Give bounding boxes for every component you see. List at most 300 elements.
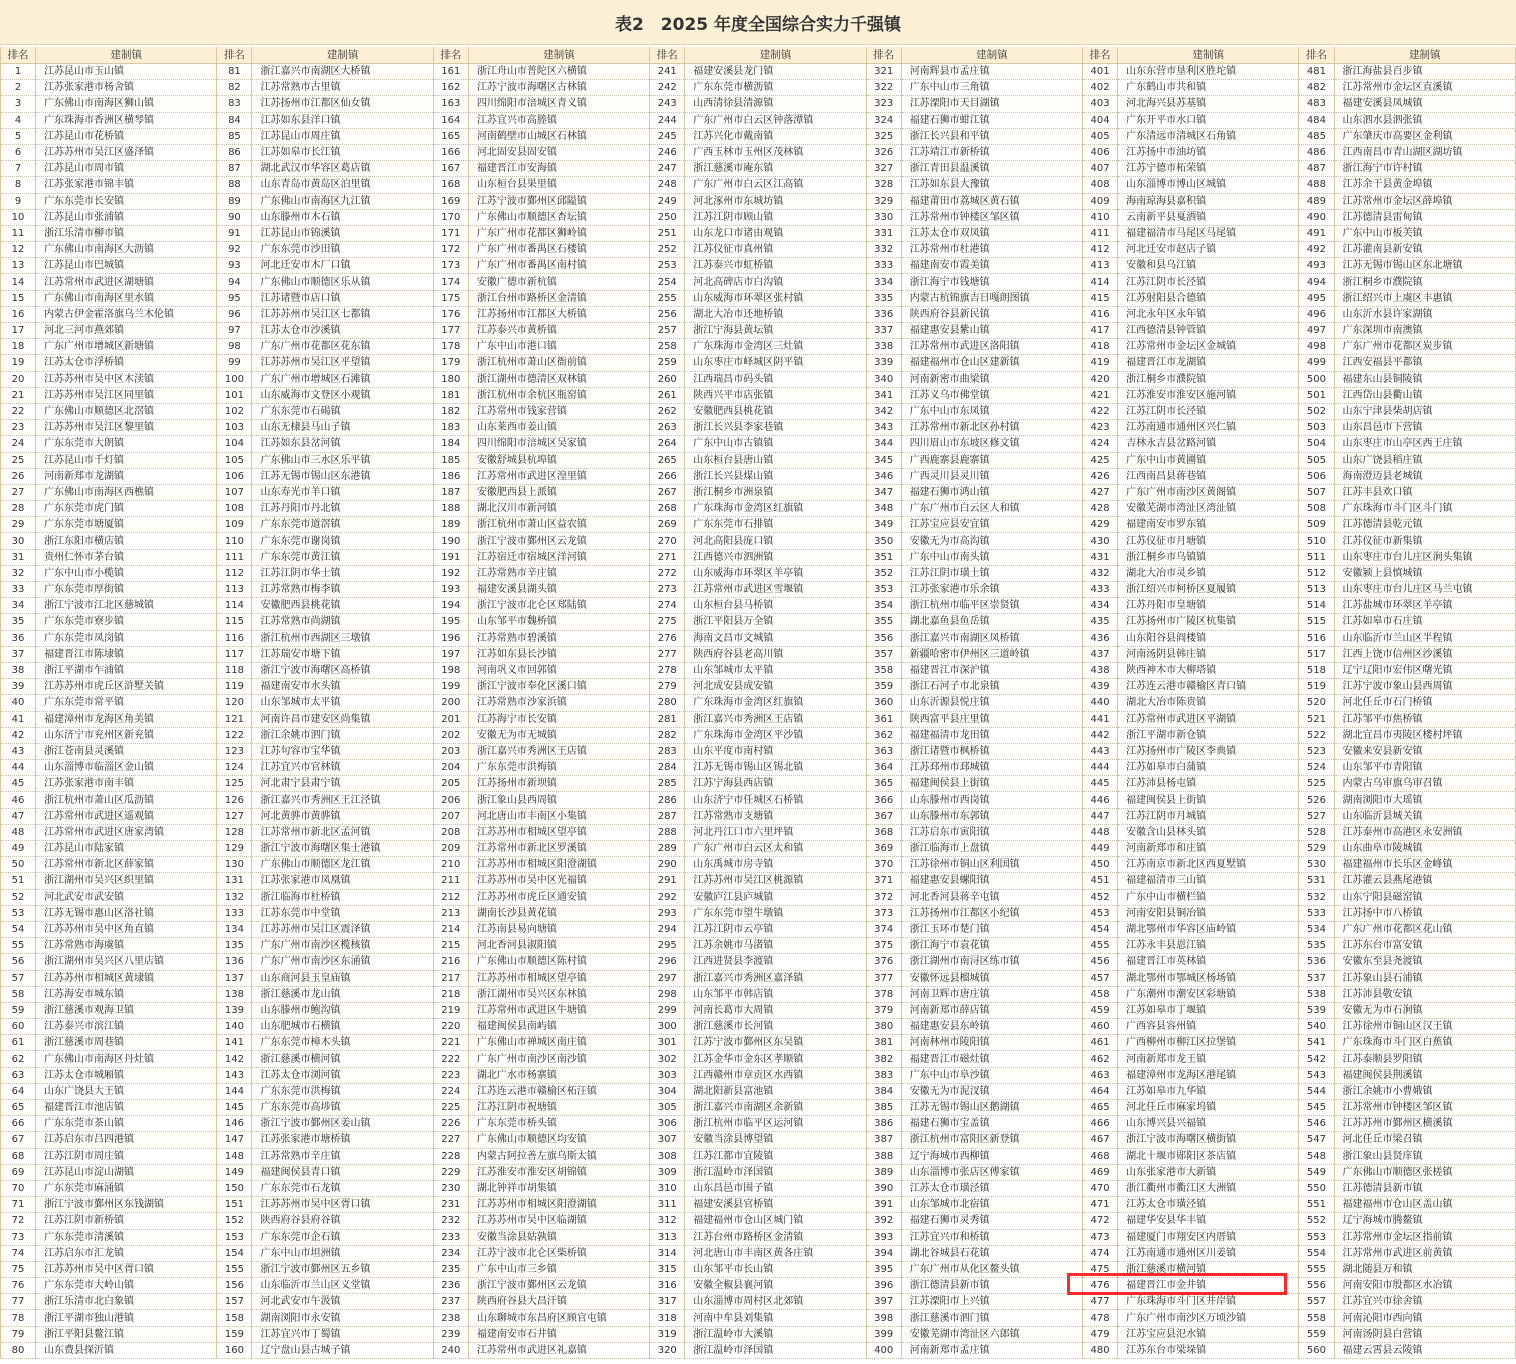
rank-cell: 228 [433, 1148, 468, 1164]
rank-cell: 265 [650, 452, 685, 468]
town-cell: 陕西府谷县新民镇 [901, 306, 1082, 322]
town-cell: 江苏灌云县燕尾港镇 [1334, 873, 1516, 889]
town-cell: 福建东山县铜陵镇 [1334, 371, 1516, 387]
town-cell: 江苏无锡市锡山区东港镇 [252, 468, 433, 484]
town-cell: 广东佛山市顺德区均安镇 [468, 1132, 649, 1148]
town-cell: 广西容县容州镇 [1118, 1019, 1299, 1035]
rank-cell: 131 [217, 873, 252, 889]
town-cell: 辽宁辽阳市宏伟区曙光镇 [1334, 662, 1516, 678]
town-cell: 浙江宁波市鄞州区姜山镇 [252, 1116, 433, 1132]
rank-cell: 178 [433, 339, 468, 355]
rank-cell: 383 [866, 1067, 901, 1083]
table-row [1, 452, 1516, 468]
town-cell: 江苏昆山市周庄镇 [252, 128, 433, 144]
town-cell: 浙江温岭市泽国镇 [685, 1342, 866, 1358]
rank-cell: 398 [866, 1310, 901, 1326]
town-cell: 福建福州市仓山区建新镇 [901, 355, 1082, 371]
town-cell: 广东广州市花都区花山镇 [1334, 921, 1516, 937]
town-cell: 山东邹平市长山镇 [685, 1261, 866, 1277]
rank-cell: 537 [1299, 970, 1334, 986]
rank-cell: 436 [1083, 630, 1118, 646]
town-cell: 江苏如皋市九华镇 [1118, 1083, 1299, 1099]
town-cell: 山东淄博市张店区傅家镇 [901, 1164, 1082, 1180]
rank-cell: 409 [1083, 193, 1118, 209]
town-cell: 浙江慈溪市周巷镇 [36, 1035, 217, 1051]
table-row [1, 355, 1516, 371]
town-cell: 山东东营市垦利区胜坨镇 [1118, 64, 1299, 80]
town-cell: 河南安阳市殷都区水冶镇 [1334, 1278, 1516, 1294]
table-row [1, 1197, 1516, 1213]
rank-cell: 153 [217, 1229, 252, 1245]
town-cell: 山东滕州市木石镇 [252, 209, 433, 225]
rank-cell: 411 [1083, 225, 1118, 241]
rank-cell: 386 [866, 1116, 901, 1132]
town-cell: 江苏宁波市海曙区古林镇 [468, 80, 649, 96]
rank-cell: 156 [217, 1278, 252, 1294]
town-cell: 广东东莞市厚街镇 [36, 582, 217, 598]
town-cell: 浙江嘉兴市秀洲区王店镇 [685, 711, 866, 727]
rank-cell: 87 [217, 161, 252, 177]
town-cell: 河北香河县蒋辛屯镇 [901, 889, 1082, 905]
rank-cell: 423 [1083, 420, 1118, 436]
town-cell: 山东淄博市博山区城镇 [1118, 177, 1299, 193]
rank-cell: 183 [433, 420, 468, 436]
rank-cell: 249 [650, 193, 685, 209]
town-cell: 浙江台州市路桥区金清镇 [468, 290, 649, 306]
town-cell: 浙江杭州市萧山区衙前镇 [468, 355, 649, 371]
town-cell: 江苏泰州市高港区永安洲镇 [1334, 824, 1516, 840]
town-cell: 安徽庐江县庐城镇 [685, 889, 866, 905]
table-row [1, 112, 1516, 128]
header-town: 建制镇 [685, 47, 866, 64]
town-cell: 江苏宝应县安宜镇 [901, 517, 1082, 533]
town-cell: 江苏东莞市中堂镇 [252, 905, 433, 921]
rank-cell: 77 [1, 1294, 36, 1310]
rank-cell: 245 [650, 128, 685, 144]
rank-cell: 189 [433, 517, 468, 533]
town-cell: 河北三河市燕郊镇 [36, 323, 217, 339]
rank-cell: 311 [650, 1197, 685, 1213]
rank-cell: 4 [1, 112, 36, 128]
rank-cell: 267 [650, 484, 685, 500]
rank-cell: 444 [1083, 760, 1118, 776]
rank-cell: 441 [1083, 711, 1118, 727]
rank-cell: 186 [433, 468, 468, 484]
town-cell: 江苏苏州市吴江区同里镇 [36, 387, 217, 403]
town-cell: 山东淄博市临淄区金山镇 [36, 760, 217, 776]
town-cell: 河北唐山市丰南区黄各庄镇 [685, 1245, 866, 1261]
rank-cell: 3 [1, 96, 36, 112]
town-cell: 江苏启东市寅阳镇 [901, 824, 1082, 840]
rank-cell: 496 [1299, 306, 1334, 322]
town-cell: 江苏苏州市相城区望亭镇 [468, 824, 649, 840]
town-cell: 广东东莞市沙田镇 [252, 242, 433, 258]
rank-cell: 498 [1299, 339, 1334, 355]
town-cell: 浙江宁波市海曙区高桥镇 [252, 662, 433, 678]
rank-cell: 2 [1, 80, 36, 96]
rank-cell: 136 [217, 954, 252, 970]
rank-cell: 366 [866, 792, 901, 808]
rank-cell: 105 [217, 452, 252, 468]
table-row [1, 306, 1516, 322]
rank-cell: 37 [1, 646, 36, 662]
table-row [1, 290, 1516, 306]
rank-cell: 326 [866, 144, 901, 160]
table-row [1, 420, 1516, 436]
town-cell: 河北成安县成安镇 [685, 679, 866, 695]
rank-cell: 123 [217, 743, 252, 759]
table-row [1, 1067, 1516, 1083]
town-cell: 浙江平湖市新仓镇 [1118, 727, 1299, 743]
town-cell: 广东开平市水口镇 [1118, 112, 1299, 128]
rank-cell: 503 [1299, 420, 1334, 436]
rank-cell: 54 [1, 921, 36, 937]
town-cell: 山东曲阜市陵城镇 [1334, 841, 1516, 857]
table-row [1, 1083, 1516, 1099]
rank-cell: 405 [1083, 128, 1118, 144]
town-cell: 江苏张家港市乐余镇 [901, 582, 1082, 598]
town-cell: 广东肇庆市高要区金利镇 [1334, 128, 1516, 144]
town-cell: 湖北大冶市陈贵镇 [1118, 695, 1299, 711]
town-cell: 江苏宁波市鄞州区邱隘镇 [468, 193, 649, 209]
rank-cell: 288 [650, 824, 685, 840]
rank-cell: 303 [650, 1067, 685, 1083]
town-cell: 山东平度市南村镇 [685, 743, 866, 759]
town-cell: 广东中山市横栏镇 [1118, 889, 1299, 905]
town-cell: 河北任丘市麻家坞镇 [1118, 1100, 1299, 1116]
rank-cell: 282 [650, 727, 685, 743]
rank-cell: 188 [433, 501, 468, 517]
town-cell: 山东济宁市任城区石桥镇 [685, 792, 866, 808]
rank-cell: 142 [217, 1051, 252, 1067]
rank-cell: 232 [433, 1213, 468, 1229]
rank-cell: 68 [1, 1148, 36, 1164]
rank-cell: 455 [1083, 938, 1118, 954]
rank-cell: 240 [433, 1342, 468, 1358]
rank-cell: 430 [1083, 533, 1118, 549]
table-row [1, 144, 1516, 160]
town-cell: 内蒙古乌审旗乌审召镇 [1334, 776, 1516, 792]
town-cell: 安徽无为市石涧镇 [1334, 1002, 1516, 1018]
town-cell: 山东枣庄市峄城区阴平镇 [685, 355, 866, 371]
rank-cell: 539 [1299, 1002, 1334, 1018]
rank-cell: 117 [217, 646, 252, 662]
rank-cell: 488 [1299, 177, 1334, 193]
town-cell: 海南文昌市文城镇 [685, 630, 866, 646]
rank-cell: 323 [866, 96, 901, 112]
rank-cell: 495 [1299, 290, 1334, 306]
rank-cell: 242 [650, 80, 685, 96]
rank-cell: 243 [650, 96, 685, 112]
rank-cell: 419 [1083, 355, 1118, 371]
rank-cell: 471 [1083, 1197, 1118, 1213]
rank-cell: 274 [650, 598, 685, 614]
town-cell: 山东禹城市房寺镇 [685, 857, 866, 873]
town-cell: 河北肃宁县肃宁镇 [252, 776, 433, 792]
rank-cell: 271 [650, 549, 685, 565]
rank-cell: 437 [1083, 646, 1118, 662]
rank-cell: 66 [1, 1116, 36, 1132]
town-cell: 江苏江阴市月城镇 [1118, 808, 1299, 824]
town-cell: 江苏张家港市凤凰镇 [252, 873, 433, 889]
rank-cell: 168 [433, 177, 468, 193]
town-cell: 江苏南通市通州区兴仁镇 [1118, 420, 1299, 436]
rank-cell: 221 [433, 1035, 468, 1051]
rank-cell: 480 [1083, 1342, 1118, 1358]
town-cell: 广东东莞市长安镇 [36, 193, 217, 209]
table-row [1, 80, 1516, 96]
town-cell: 福建福州市长乐区金峰镇 [1334, 857, 1516, 873]
town-cell: 广东广州市南沙区南沙镇 [468, 1051, 649, 1067]
rank-cell: 251 [650, 225, 685, 241]
town-cell: 福建安溪县官桥镇 [685, 1197, 866, 1213]
town-cell: 浙江舟山市普陀区六横镇 [468, 64, 649, 80]
town-cell: 江苏苏州市吴江区平望镇 [252, 355, 433, 371]
town-cell: 江苏苏州市吴中区角直镇 [36, 921, 217, 937]
town-cell: 新疆哈密市伊州区三道岭镇 [901, 646, 1082, 662]
rank-cell: 512 [1299, 565, 1334, 581]
rank-cell: 330 [866, 209, 901, 225]
rank-cell: 446 [1083, 792, 1118, 808]
rank-cell: 435 [1083, 614, 1118, 630]
town-cell: 浙江慈溪市泗门镇 [901, 1310, 1082, 1326]
town-cell: 广东珠海市金湾区平沙镇 [685, 727, 866, 743]
town-cell: 河南长葛市大周镇 [685, 1002, 866, 1018]
town-cell: 广东东莞市塘厦镇 [36, 517, 217, 533]
header-rank: 排名 [1083, 47, 1118, 64]
town-cell: 山东邹平市青阳镇 [1334, 760, 1516, 776]
town-cell: 江苏常州市钱家营镇 [468, 403, 649, 419]
town-cell: 浙江平湖市乍浦镇 [36, 662, 217, 678]
town-cell: 江苏泰顺县罗阳镇 [1334, 1051, 1516, 1067]
rank-cell: 83 [217, 96, 252, 112]
rank-cell: 57 [1, 970, 36, 986]
rank-cell: 376 [866, 954, 901, 970]
table-row [1, 695, 1516, 711]
rank-cell: 432 [1083, 565, 1118, 581]
town-cell: 内蒙古杭锦旗吉日嘎朗图镇 [901, 290, 1082, 306]
town-cell: 江苏张家港市杨舍镇 [36, 80, 217, 96]
rank-cell: 65 [1, 1100, 36, 1116]
town-cell: 安徽舒城县杭埠镇 [468, 452, 649, 468]
rank-cell: 322 [866, 80, 901, 96]
town-cell: 山东沂水县许家湖镇 [1334, 306, 1516, 322]
town-cell: 浙江慈溪市龙山镇 [252, 986, 433, 1002]
town-cell: 广东东莞市寮步镇 [36, 614, 217, 630]
rank-cell: 414 [1083, 274, 1118, 290]
rank-cell: 206 [433, 792, 468, 808]
town-cell: 江苏仪征市新集镇 [1334, 533, 1516, 549]
rank-cell: 236 [433, 1278, 468, 1294]
rank-cell: 358 [866, 662, 901, 678]
town-cell: 浙江乐清市柳市镇 [36, 225, 217, 241]
town-cell: 浙江海宁市钱塘镇 [901, 274, 1082, 290]
town-cell: 江苏常州市新北区孙村镇 [901, 420, 1082, 436]
town-cell: 江苏淮安市淮安区胡锦镇 [468, 1164, 649, 1180]
town-cell: 山东费县探沂镇 [36, 1342, 217, 1358]
town-cell: 福建闽侯县上街镇 [1118, 792, 1299, 808]
town-cell: 山东邹城市太平镇 [685, 662, 866, 678]
town-cell: 江苏泰兴市黄桥镇 [468, 323, 649, 339]
rank-cell: 466 [1083, 1116, 1118, 1132]
table-row [1, 1261, 1516, 1277]
rank-cell: 372 [866, 889, 901, 905]
rank-cell: 106 [217, 468, 252, 484]
town-cell: 福建福州市仓山区城门镇 [685, 1213, 866, 1229]
town-cell: 广东东莞市桥头镇 [468, 1116, 649, 1132]
town-cell: 山东寿光市羊口镇 [252, 484, 433, 500]
town-cell: 江苏张家港市南丰镇 [36, 776, 217, 792]
town-cell: 江苏连云港市赣榆区青口镇 [1118, 679, 1299, 695]
town-cell: 河南巩义市回郭镇 [468, 662, 649, 678]
town-cell: 浙江苍南县灵溪镇 [36, 743, 217, 759]
town-cell: 江苏泰兴市滨江镇 [36, 1019, 217, 1035]
rank-cell: 469 [1083, 1164, 1118, 1180]
rank-cell: 364 [866, 760, 901, 776]
town-cell: 江苏宁波市鄞州区东吴镇 [685, 1035, 866, 1051]
rank-cell: 506 [1299, 468, 1334, 484]
rank-cell: 542 [1299, 1051, 1334, 1067]
town-cell: 湖北汉川市新河镇 [468, 501, 649, 517]
rank-cell: 73 [1, 1229, 36, 1245]
rank-cell: 344 [866, 436, 901, 452]
town-cell: 广东广州市花都区花东镇 [252, 339, 433, 355]
rank-cell: 180 [433, 371, 468, 387]
town-cell: 江苏江阴市长泾镇 [1118, 274, 1299, 290]
town-cell: 江苏南京市新北区西夏墅镇 [1118, 857, 1299, 873]
rank-cell: 70 [1, 1180, 36, 1196]
town-cell: 河南辉县市孟庄镇 [901, 64, 1082, 80]
town-cell: 江苏永丰县恩江镇 [1118, 938, 1299, 954]
town-cell: 陕西兴平市店张镇 [685, 387, 866, 403]
rank-cell: 434 [1083, 598, 1118, 614]
town-cell: 湖北大冶市灵乡镇 [1118, 565, 1299, 581]
town-cell: 江苏苏州市吴江区黎里镇 [36, 420, 217, 436]
rank-cell: 272 [650, 565, 685, 581]
rank-cell: 254 [650, 274, 685, 290]
town-cell: 江苏宜兴市徐舍镇 [1334, 1294, 1516, 1310]
town-cell: 江苏德清县雷甸镇 [1334, 209, 1516, 225]
town-cell: 江苏苏州市相城区望亭镇 [468, 970, 649, 986]
town-cell: 广西灵川县灵川镇 [901, 468, 1082, 484]
town-cell: 广东佛山市南海区丹灶镇 [36, 1051, 217, 1067]
town-cell: 江苏邳州市邳城镇 [901, 760, 1082, 776]
rank-cell: 343 [866, 420, 901, 436]
rank-cell: 474 [1083, 1245, 1118, 1261]
town-cell: 广东广州市增城区新塘镇 [36, 339, 217, 355]
rank-cell: 238 [433, 1310, 468, 1326]
table-row [1, 225, 1516, 241]
town-cell: 湖北鄂州市华容区庙岭镇 [1118, 921, 1299, 937]
rank-cell: 113 [217, 582, 252, 598]
town-cell: 江苏常州市新北区罗溪镇 [468, 841, 649, 857]
rank-cell: 203 [433, 743, 468, 759]
table-row [1, 808, 1516, 824]
town-cell: 广东佛山市禅城区南庄镇 [468, 1035, 649, 1051]
table-row [1, 986, 1516, 1002]
rank-cell: 290 [650, 857, 685, 873]
table-header-row [1, 47, 1516, 64]
rank-cell: 477 [1083, 1294, 1118, 1310]
town-cell: 福建南安市石井镇 [468, 1326, 649, 1342]
rank-cell: 256 [650, 306, 685, 322]
rank-cell: 479 [1083, 1326, 1118, 1342]
rank-cell: 40 [1, 695, 36, 711]
town-cell: 山东邹平市韩店镇 [685, 986, 866, 1002]
town-cell: 江苏余干县黄金埠镇 [1334, 177, 1516, 193]
town-cell: 福建惠安县螺阳镇 [901, 873, 1082, 889]
rank-cell: 401 [1083, 64, 1118, 80]
rank-cell: 461 [1083, 1035, 1118, 1051]
table-row [1, 727, 1516, 743]
town-cell: 浙江玉环市楚门镇 [901, 921, 1082, 937]
town-cell: 山东肥城市石横镇 [252, 1019, 433, 1035]
town-cell: 浙江慈溪市长河镇 [685, 1019, 866, 1035]
town-cell: 江苏义乌市佛堂镇 [901, 387, 1082, 403]
rank-cell: 92 [217, 242, 252, 258]
town-cell: 江苏宜兴市和桥镇 [901, 1229, 1082, 1245]
town-cell: 山东桓台县马桥镇 [685, 598, 866, 614]
town-cell: 江苏扬中市八桥镇 [1334, 905, 1516, 921]
town-cell: 江苏台州市路桥区金清镇 [685, 1229, 866, 1245]
rank-cell: 48 [1, 824, 36, 840]
town-cell: 山东聊城市东昌府区顾官屯镇 [468, 1310, 649, 1326]
rank-cell: 164 [433, 112, 468, 128]
town-cell: 湖北嘉鱼县鱼岳镇 [901, 614, 1082, 630]
rank-cell: 235 [433, 1261, 468, 1277]
town-cell: 安徽东至县尧渡镇 [1334, 954, 1516, 970]
rank-cell: 556 [1299, 1278, 1334, 1294]
rank-cell: 494 [1299, 274, 1334, 290]
rank-cell: 253 [650, 258, 685, 274]
town-cell: 江苏扬州市广陵区杭集镇 [1118, 614, 1299, 630]
town-cell: 浙江嘉兴市秀洲区王店镇 [468, 743, 649, 759]
town-cell: 江苏昆山市千灯镇 [36, 452, 217, 468]
rank-cell: 226 [433, 1116, 468, 1132]
rank-cell: 442 [1083, 727, 1118, 743]
town-cell: 广东佛山市南海区大沥镇 [36, 242, 217, 258]
town-cell: 广东东莞市洪梅镇 [252, 1083, 433, 1099]
rank-cell: 59 [1, 1002, 36, 1018]
town-cell: 江苏余姚市马渚镇 [685, 938, 866, 954]
town-cell: 广东珠海市金湾区红旗镇 [685, 501, 866, 517]
town-cell: 山东广饶县稻庄镇 [1334, 452, 1516, 468]
rank-cell: 97 [217, 323, 252, 339]
rank-cell: 373 [866, 905, 901, 921]
town-cell: 江苏宜兴市高塍镇 [468, 112, 649, 128]
town-cell: 湖北武汉市华容区葛店镇 [252, 161, 433, 177]
rank-cell: 241 [650, 64, 685, 80]
rank-cell: 396 [866, 1278, 901, 1294]
rank-cell: 481 [1299, 64, 1334, 80]
rank-cell: 287 [650, 808, 685, 824]
town-cell: 山东无棣县马山子镇 [252, 420, 433, 436]
town-cell: 广东鹤山市共和镇 [1118, 80, 1299, 96]
town-cell: 浙江宁波市奉化区溪口镇 [468, 679, 649, 695]
town-cell: 浙江杭州市临平区崇贤镇 [901, 598, 1082, 614]
town-cell: 浙江杭州市余杭区瓶窑镇 [468, 387, 649, 403]
rank-cell: 462 [1083, 1051, 1118, 1067]
rank-cell: 150 [217, 1180, 252, 1196]
rank-cell: 269 [650, 517, 685, 533]
town-cell: 安徽当涂县姑孰镇 [468, 1229, 649, 1245]
town-cell: 浙江宁波市鄞州区东钱湖镇 [36, 1197, 217, 1213]
rank-cell: 137 [217, 970, 252, 986]
rank-cell: 112 [217, 565, 252, 581]
rank-cell: 44 [1, 760, 36, 776]
town-cell: 江苏常州市金坛区薛埠镇 [1334, 193, 1516, 209]
rank-cell: 96 [217, 306, 252, 322]
